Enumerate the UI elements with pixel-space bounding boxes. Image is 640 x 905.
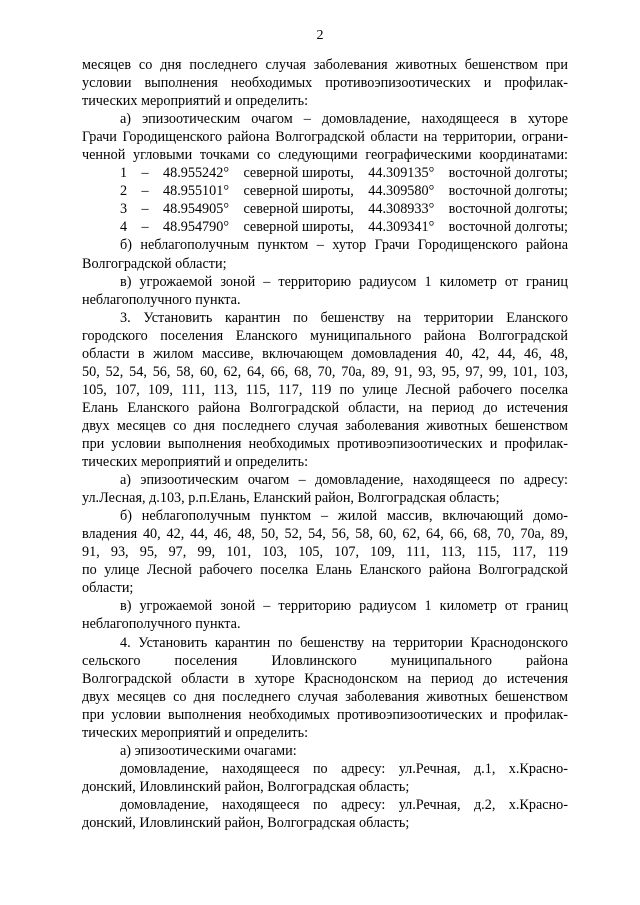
text-line: донский, Иловлинский район, Волгоградская область;: [82, 814, 410, 831]
text-line: б) неблагополучным пунктом – жилой массив, включающий домо-: [120, 508, 568, 525]
coord-longitude-label: восточной долготы;: [448, 219, 568, 236]
text-line: б) неблагополучным пунктом – хутор Грачи Городищенского района: [120, 237, 568, 254]
coord-longitude-label: восточной долготы;: [448, 165, 568, 182]
text-line: месяцев со дня последнего случая заболевания животных бешенством при: [82, 57, 568, 73]
text-line: Елань Еланского района Волгоградской области, на период до истечения: [82, 399, 568, 416]
coord-latitude: 48.954905°: [163, 201, 230, 218]
document-body: [82, 56, 568, 832]
text-line: а) эпизоотическим очагом – домовладение, находящееся по адресу:: [120, 472, 568, 489]
coord-longitude: 44.309580°: [368, 183, 435, 200]
text-line: 4. Установить карантин по бешенству на территории Краснодонского: [120, 634, 568, 651]
text-line: Волгоградской области в хуторе Краснодонском на период до истечения: [82, 670, 568, 687]
coord-dash: –: [141, 219, 149, 236]
text-line: условии выполнения необходимых противоэпизоотических и профилак-: [82, 75, 568, 92]
coord-number: 4: [120, 219, 128, 236]
coord-longitude: 44.308933°: [368, 201, 435, 218]
text-line: ул.Лесная, д.103, р.п.Елань, Еланский район, Волгоградская область;: [82, 490, 500, 507]
text-line: донский, Иловлинский район, Волгоградская область;: [82, 778, 410, 795]
text-line: по улице Лесной рабочего поселка Елань Еланского района Волгоградской: [82, 562, 568, 579]
text-line: сельского поселения Иловлинского муниципального района: [82, 652, 568, 669]
text-line: а) эпизоотическими очагами:: [120, 742, 297, 759]
text-line: домовладение, находящееся по адресу: ул.Речная, д.1, х.Красно-: [120, 760, 568, 777]
text-block-main: [82, 236, 568, 832]
coordinate-row: [82, 164, 568, 182]
coord-number: 3: [120, 201, 128, 218]
coord-latitude-label: северной широты,: [243, 219, 354, 236]
text-line: тических мероприятий и определить:: [82, 93, 309, 110]
coordinate-row: [82, 182, 568, 200]
text-line: при условии выполнения необходимых противоэпизоотических и профилак-: [82, 706, 568, 723]
coord-number: 1: [120, 165, 128, 182]
text-line: владения 40, 42, 44, 46, 48, 50, 52, 54, 56, 58, 60, 62, 64, 66, 68, 70, 70а, 89,: [82, 526, 568, 543]
text-line: тических мероприятий и определить:: [82, 454, 309, 471]
coord-longitude: 44.309341°: [368, 219, 435, 236]
text-line: неблагополучного пункта.: [82, 616, 241, 633]
text-line: двух месяцев со дня последнего случая заболевания животных бешенством: [82, 417, 568, 434]
coordinate-row: [82, 200, 568, 218]
coord-latitude-label: северной широты,: [243, 183, 354, 200]
text-line: 3. Установить карантин по бешенству на территории Еланского: [120, 309, 568, 326]
text-line: Волгоградской области;: [82, 255, 227, 272]
coord-longitude-label: восточной долготы;: [448, 183, 568, 200]
coord-dash: –: [141, 165, 149, 182]
coordinates-list: [82, 164, 568, 236]
coord-dash: –: [141, 183, 149, 200]
text-line: Грачи Городищенского района Волгоградской области на территории, ограни-: [82, 129, 568, 146]
text-line: в) угрожаемой зоной – территорию радиусом 1 километр от границ: [120, 598, 568, 615]
coord-longitude: 44.309135°: [368, 165, 435, 182]
coord-longitude-label: восточной долготы;: [448, 201, 568, 218]
text-line: неблагополучного пункта.: [82, 291, 241, 308]
coord-latitude: 48.954790°: [163, 219, 230, 236]
page-number: 2: [316, 28, 324, 43]
text-block-intro: [82, 56, 568, 164]
coord-number: 2: [120, 183, 128, 200]
text-line: городского поселения Еланского муниципального района Волгоградской: [82, 327, 568, 344]
text-line: области;: [82, 580, 134, 597]
coord-dash: –: [141, 201, 149, 218]
coord-latitude-label: северной широты,: [243, 165, 354, 182]
coord-latitude: 48.955242°: [163, 165, 230, 182]
text-line: а) эпизоотическим очагом – домовладение, находящееся в хуторе: [120, 111, 568, 128]
text-line: в) угрожаемой зоной – территорию радиусом 1 километр от границ: [120, 273, 568, 290]
coord-latitude-label: северной широты,: [243, 201, 354, 218]
text-line: тических мероприятий и определить:: [82, 724, 309, 741]
coordinate-row: [82, 218, 568, 236]
text-line: области в жилом массиве, включающем домовладения 40, 42, 44, 46, 48,: [82, 345, 568, 362]
text-line: 91, 93, 95, 97, 99, 101, 103, 105, 107, 109, 111, 113, 115, 117, 119: [82, 544, 568, 561]
text-line: ченной угловыми точками со следующими географическими координатами:: [82, 147, 568, 164]
text-line: 105, 107, 109, 111, 113, 115, 117, 119 по улице Лесной рабочего поселка: [82, 381, 568, 398]
text-line: 50, 52, 54, 56, 58, 60, 62, 64, 66, 68, 70, 70а, 89, 91, 93, 95, 97, 99, 101, 103,: [82, 363, 568, 380]
text-line: двух месяцев со дня последнего случая заболевания животных бешенством: [82, 688, 568, 705]
coord-latitude: 48.955101°: [163, 183, 230, 200]
text-line: домовладение, находящееся по адресу: ул.Речная, д.2, х.Красно-: [120, 796, 568, 813]
text-line: при условии выполнения необходимых противоэпизоотических и профилак-: [82, 435, 568, 452]
